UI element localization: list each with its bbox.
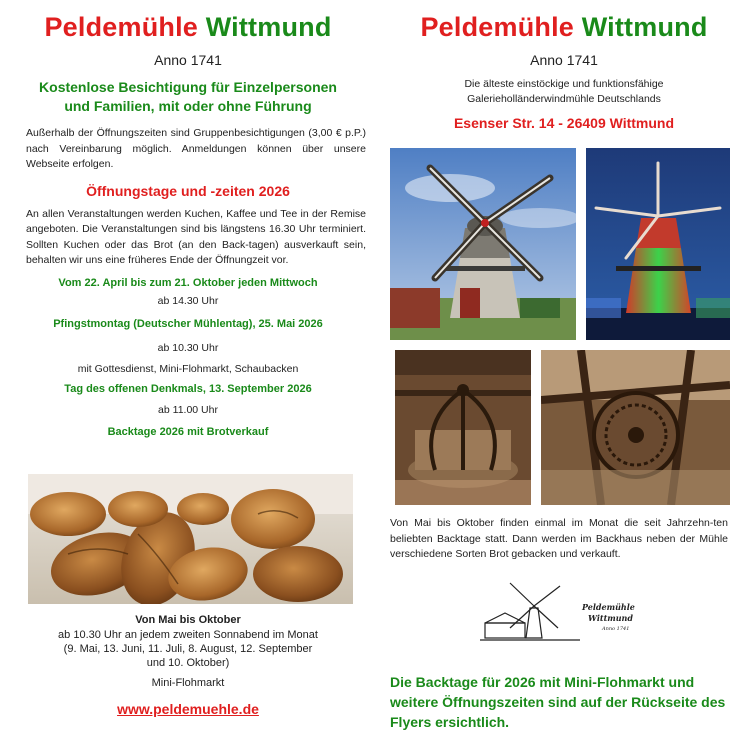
left-title (0, 12, 376, 43)
mill-logo (480, 578, 650, 648)
left-headline-line1: Kostenlose Besichtigung für Einzelpersonen (39, 79, 337, 95)
right-desc-line1: Die älteste einstöckige und funktionsfähige (464, 78, 664, 90)
left-hours-heading: Öffnungstage und -zeiten 2026 (86, 182, 290, 199)
left-title-green: Wittmund (205, 12, 332, 42)
bake-line4: Mini-Flohmarkt (151, 677, 225, 689)
right-desc-line2: Galerieholländerwindmühle Deutschlands (467, 93, 661, 105)
website-link[interactable]: www.peldemuehle.de (117, 701, 259, 717)
windmill-logo-icon (480, 578, 580, 648)
event2-time: ab 10.30 Uhr (157, 341, 219, 354)
event3-time: ab 11.00 Uhr (158, 403, 218, 416)
logo-line3: Anno 1741 (602, 626, 630, 632)
bake-info (0, 614, 376, 719)
windmill-day-photo (390, 148, 576, 340)
event1-time: ab 14.30 Uhr (157, 294, 219, 307)
logo-text (582, 602, 635, 635)
event2-detail: mit Gottesdienst, Mini-Flohmarkt, Schaubacken (77, 362, 299, 375)
right-title-red: Peldemühle (420, 12, 574, 42)
event2-title: Pfingstmontag (Deutscher Mühlentag), 25. Mai 2026 (53, 317, 323, 330)
right-title-green: Wittmund (581, 12, 708, 42)
left-title-red: Peldemühle (44, 12, 198, 42)
event1-title: Vom 22. April bis zum 21. Oktober jeden Mittwoch (58, 276, 318, 289)
left-headline (0, 78, 376, 116)
right-bake-text: Von Mai bis Oktober finden einmal im Monat die seit Jahrzehn-ten beliebten Backtage statt. Dann werden im Backhaus neben der Mühle verschiedene Sorten Brot gebacken und verkauft. (390, 517, 728, 560)
logo-line1: Peldemühle (582, 602, 635, 612)
bread-photo (28, 474, 353, 604)
bake-heading: Von Mai bis Oktober (135, 614, 241, 626)
website-wrap (0, 701, 376, 719)
right-footer: Die Backtage für 2026 mit Mini-Flohmarkt und weitere Öffnungszeiten sind auf der Rückseite des Flyers ersichtlich. (390, 674, 726, 730)
bake-line3: und 10. Oktober) (146, 657, 230, 669)
event3-title: Tag des offenen Denkmals, 13. September 2026 (64, 382, 312, 395)
windmill-night-photo (586, 148, 730, 340)
bake-line1: ab 10.30 Uhr an jedem zweiten Sonnabend im Monat (58, 629, 318, 641)
left-anno: Anno 1741 (154, 52, 222, 68)
interior-photo-right (541, 350, 730, 505)
right-anno: Anno 1741 (530, 52, 598, 68)
left-intro: Außerhalb der Öffnungszeiten sind Gruppenbesichtigungen (3,00 € p.P.) nach Vereinbarung möglich. Anmeldungen können über unsere Webseite erfolgen. (26, 127, 366, 170)
left-headline-line2: und Familien, mit oder ohne Führung (64, 98, 312, 114)
bake-line2: (9. Mai, 13. Juni, 11. Juli, 8. August, 12. September (63, 643, 313, 655)
right-address: Esenser Str. 14 - 26409 Wittmund (453, 115, 675, 131)
right-title (376, 12, 752, 43)
interior-photo-left (395, 350, 531, 505)
event4-title: Backtage 2026 mit Brotverkauf (107, 425, 269, 438)
left-hours-text: An allen Veranstaltungen werden Kuchen, Kaffee und Tee in der Remise angeboten. Die Veranstaltungen sind bis längstens 16.30 Uhr terminiert. Sollten Kuchen oder das Brot (an den Back-tagen) ausverkauft sein, behalten wir uns eine früheres Ende der Öffnungzeit vor. (26, 207, 366, 266)
logo-line2: Wittmund (588, 613, 633, 623)
